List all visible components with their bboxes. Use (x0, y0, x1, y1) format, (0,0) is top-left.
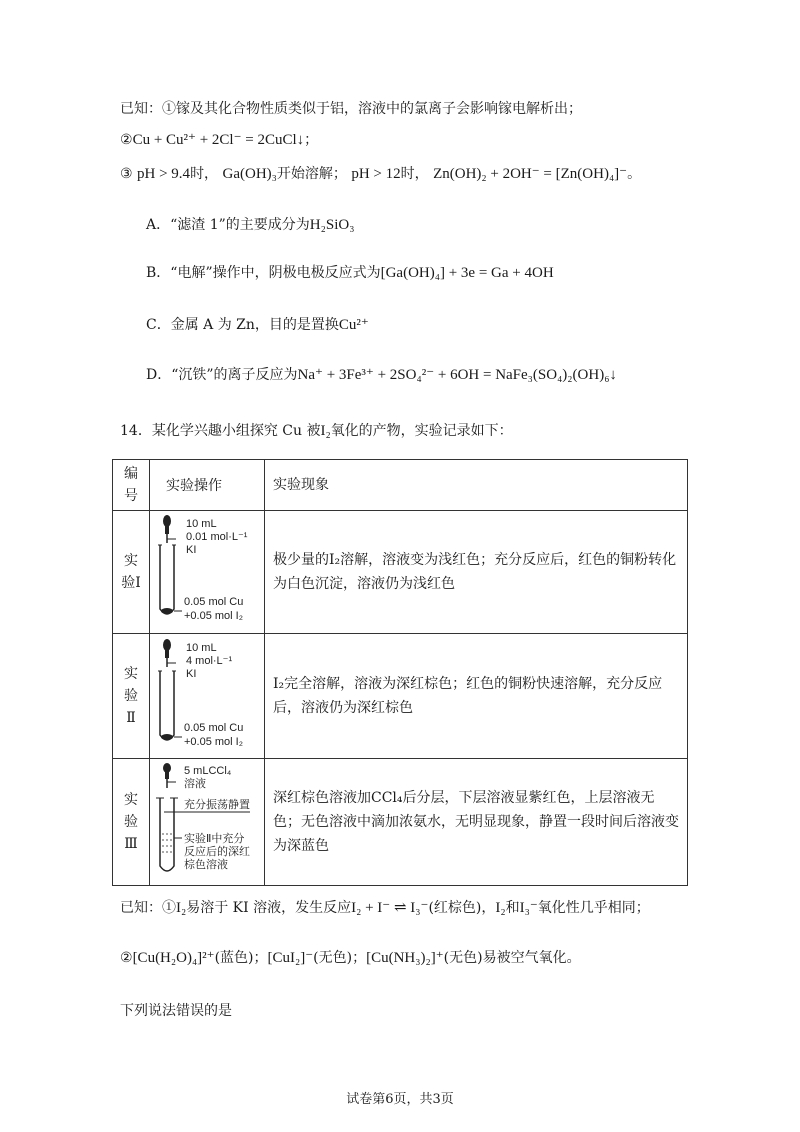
op-text: 4 mol·L⁻¹ (186, 655, 233, 667)
header-operation: 实验操作 (150, 460, 265, 511)
op-text: 溶液 (184, 778, 206, 790)
table-header-row (113, 460, 688, 511)
known2-line-1: 已知：①I₂易溶于 KI 溶液，发生反应I₂ + I⁻ ⇌ I₃⁻(红棕色)，I₂和I₃⁻氧化性几乎相同； (120, 900, 650, 916)
known-line-1: 已知：①镓及其化合物性质类似于铝，溶液中的氯离子会影响镓电解析出； (120, 101, 582, 117)
option-d[interactable]: D．“沉铁”的离子反应为Na⁺ + 3Fe³⁺ + 2SO₄²⁻ + 6OH = NaFe₃(SO₄)₂(OH)₆↓ (146, 367, 617, 383)
known-line-2: ②Cu + Cu²⁺ + 2Cl⁻ = 2CuCl↓； (120, 132, 319, 148)
header-result: 实验现象 (265, 460, 688, 511)
page-footer: 试卷第6页，共3页 (346, 1092, 454, 1107)
op-text: 5 mLCCl₄ (184, 765, 232, 777)
test-tube-diagram (150, 759, 265, 886)
known-line-3: ③ pH > 9.4时， Ga(OH)₃开始溶解； pH > 12时， Zn(OH)₂ + 2OH⁻ = [Zn(OH)₄]⁻。 (120, 166, 642, 182)
op-text: 10 mL (186, 642, 217, 654)
equation-cucl: Cu + Cu²⁺ + 2Cl⁻ = 2CuCl↓ (132, 132, 305, 148)
row-result: 深红棕色溶液加CCl₄后分层，下层溶液显紫红色，上层溶液无色；无色溶液中滴加浓氨水，无明显现象，静置一段时间后溶液变为深蓝色 (265, 759, 688, 886)
question-14-intro: 14．某化学兴趣小组探究 Cu 被I₂氧化的产物，实验记录如下： (120, 423, 513, 439)
op-text: +0.05 mol I₂ (184, 610, 243, 622)
row-result: 极少量的I₂溶解，溶液变为浅红色；充分反应后，红色的铜粉转化为白色沉淀，溶液仍为浅红色 (265, 511, 688, 634)
op-text: KI (186, 668, 197, 680)
experiment-table (112, 459, 688, 886)
op-text: 0.05 mol Cu (184, 722, 244, 734)
op-text: 0.05 mol Cu (184, 596, 244, 608)
question-prompt: 下列说法错误的是 (120, 1003, 232, 1019)
test-tube-diagram (150, 511, 265, 634)
row-result: I₂完全溶解，溶液为深红棕色；红色的铜粉快速溶解，充分反应后，溶液仍为深红棕色 (265, 634, 688, 759)
table-row (113, 511, 688, 634)
op-text: 棕色溶液 (184, 859, 228, 871)
option-b[interactable]: B．“电解”操作中，阴极电极反应式为[Ga(OH)₄] + 3e = Ga + 4OH (146, 265, 554, 281)
option-a[interactable]: A．“滤渣 1”的主要成分为H₂SiO₃ (146, 217, 355, 233)
op-text: KI (186, 544, 197, 556)
op-text: 0.01 mol·L⁻¹ (186, 531, 248, 543)
table-row (113, 759, 688, 886)
op-text: 充分振荡静置 (184, 799, 250, 811)
op-text: 10 mL (186, 518, 217, 530)
op-text: +0.05 mol I₂ (184, 736, 243, 748)
header-id: 编号 (113, 460, 150, 511)
row-id: 实验Ⅲ (113, 759, 150, 886)
table-row (113, 634, 688, 759)
row-id: 实验Ⅰ (113, 511, 150, 634)
option-c[interactable]: C．金属 A 为 Zn，目的是置换Cu²⁺ (146, 317, 369, 333)
op-text: 实验Ⅱ中充分 (184, 833, 245, 845)
row-id: 实验Ⅱ (113, 634, 150, 759)
test-tube-diagram (150, 634, 265, 759)
op-text: 反应后的深红 (184, 846, 250, 858)
known2-line-2: ②[Cu(H₂O)₄]²⁺(蓝色)；[CuI₂]⁻(无色)；[Cu(NH₃)₂]⁺(无色)易被空气氧化。 (120, 950, 581, 966)
